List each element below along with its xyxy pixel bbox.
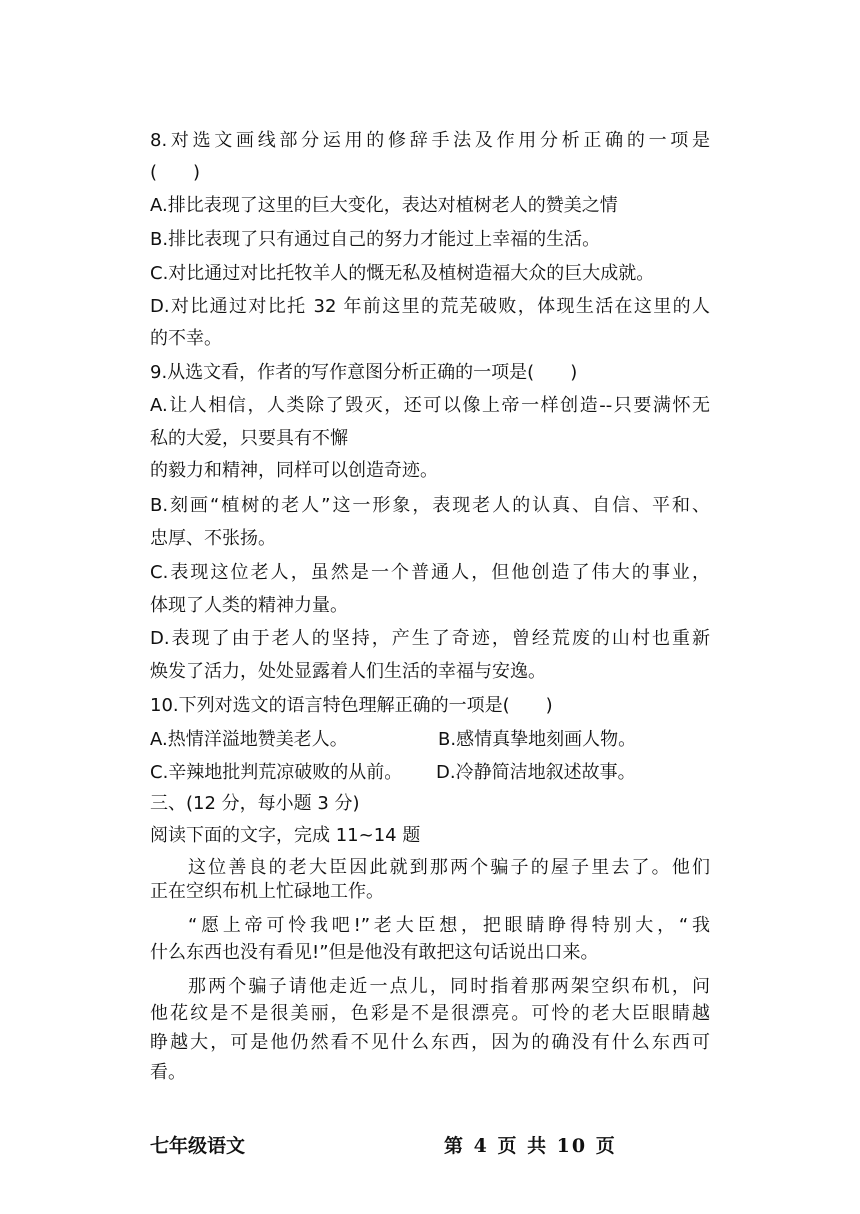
q10-option-b: B.感情真挚地刻画人物。 bbox=[438, 729, 637, 750]
footer-page-number: 第 4 页 共 10 页 bbox=[444, 1135, 617, 1157]
q8-stem: 8.对选文画线部分运用的修辞手法及作用分析正确的一项是 bbox=[150, 130, 710, 151]
q8-answer-bracket: ( ) bbox=[150, 162, 201, 183]
q9-option-a-cont: 私的大爱，只要具有不懈 bbox=[150, 428, 348, 449]
section-instruction: 阅读下面的文字，完成 11~14 题 bbox=[150, 825, 421, 846]
q9-option-a: A.让人相信，人类除了毁灭，还可以像上帝一样创造--只要满怀无 bbox=[150, 395, 710, 416]
q10-option-d: D.冷静简洁地叙述故事。 bbox=[436, 762, 636, 783]
q10-option-a: A.热情洋溢地赞美老人。 bbox=[150, 729, 348, 750]
q9-option-d-cont: 焕发了活力，处处显露着人们生活的幸福与安逸。 bbox=[150, 661, 546, 682]
q9-stem: 9.从选文看，作者的写作意图分析正确的一项是( ) bbox=[150, 362, 578, 383]
footer-subject: 七年级语文 bbox=[150, 1135, 246, 1157]
q8-option-c: C.对比通过对比托牧羊人的慨无私及植树造福大众的巨大成就。 bbox=[150, 263, 655, 284]
passage-paragraph-1: 这位善良的老大臣因此就到那两个骗子的屋子里去了。他们 bbox=[188, 857, 710, 878]
q9-option-c: C.表现这位老人，虽然是一个普通人，但他创造了伟大的事业， bbox=[150, 562, 710, 583]
q9-option-c-cont: 体现了人类的精神力量。 bbox=[150, 595, 348, 616]
passage-paragraph-2: “愿上帝可怜我吧!”老大臣想，把眼睛睁得特别大，“我 bbox=[188, 915, 710, 936]
passage-paragraph-3: 那两个骗子请他走近一点儿，同时指着那两架空织布机，问 bbox=[188, 976, 710, 997]
section-heading: 三、(12 分，每小题 3 分) bbox=[150, 793, 360, 814]
passage-paragraph-3-cont: 他花纹是不是很美丽，色彩是不是很漂亮。可怜的老大臣眼睛越 bbox=[150, 1003, 710, 1024]
passage-paragraph-2-cont: 什么东西也没有看见!”但是他没有敢把这句话说出口来。 bbox=[150, 942, 599, 963]
q9-option-b-cont: 忠厚、不张扬。 bbox=[150, 528, 276, 549]
q10-option-c: C.辛辣地批判荒凉破败的从前。 bbox=[150, 762, 403, 783]
q9-option-b: B.刻画“植树的老人”这一形象，表现老人的认真、自信、平和、 bbox=[150, 495, 710, 516]
passage-paragraph-1-cont: 正在空织布机上忙碌地工作。 bbox=[150, 881, 384, 902]
q8-option-b: B.排比表现了只有通过自己的努力才能过上幸福的生活。 bbox=[150, 229, 601, 250]
q8-option-a: A.排比表现了这里的巨大变化，表达对植树老人的赞美之情 bbox=[150, 195, 618, 216]
q8-option-d-cont: 的不幸。 bbox=[150, 328, 222, 349]
passage-paragraph-3-cont3: 看。 bbox=[150, 1062, 186, 1083]
q9-option-d: D.表现了由于老人的坚持，产生了奇迹，曾经荒废的山村也重新 bbox=[150, 628, 710, 649]
passage-paragraph-3-cont2: 睁越大，可是他仍然看不见什么东西，因为的确没有什么东西可 bbox=[150, 1032, 710, 1053]
q10-stem: 10.下列对选文的语言特色理解正确的一项是( ) bbox=[150, 695, 553, 716]
q8-option-d: D.对比通过对比托 32 年前这里的荒芜破败，体现生活在这里的人 bbox=[150, 296, 710, 317]
q9-option-a-cont2: 的毅力和精神，同样可以创造奇迹。 bbox=[150, 460, 438, 481]
